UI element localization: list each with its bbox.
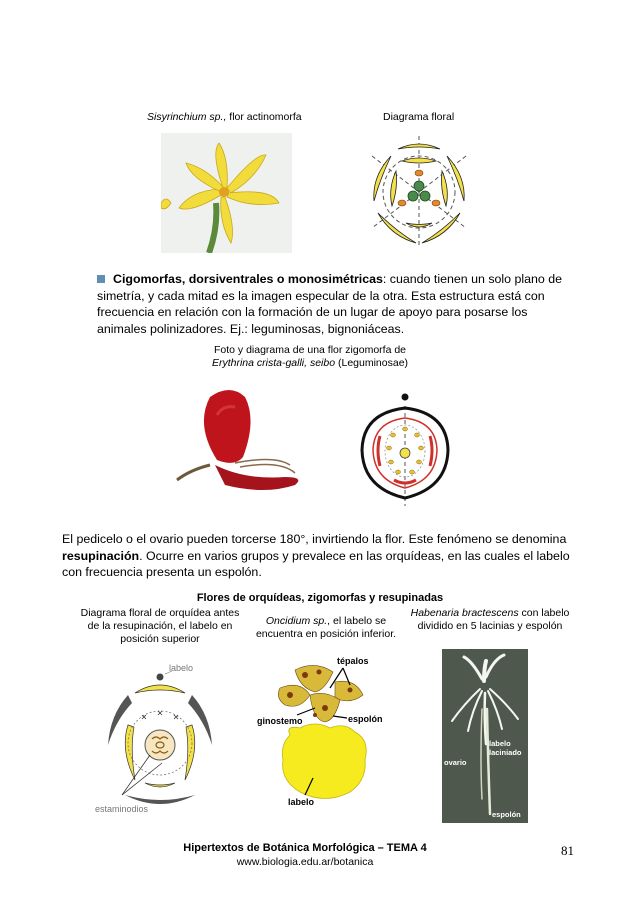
page-number: 81 [561, 843, 574, 858]
resupination-text-after: . Ocurre en varios grupos y prevalece en las orquídeas, en las cuales el labelo con frecuencia presenta un espolón. [62, 548, 570, 579]
square-bullet-icon [97, 275, 105, 283]
sisyrinchium-caption [147, 111, 317, 124]
orchid-floral-diagram [90, 655, 230, 820]
diagram-estaminodios-label: estaminodios [95, 804, 149, 814]
floral-diagram-caption: Diagrama floral [383, 111, 455, 123]
erythrina-caption-family: (Leguminosae) [335, 357, 409, 369]
habenaria-labelo-label-2: laciniado [489, 748, 522, 757]
habenaria-caption-rest: con labelo dividido en 5 lacinias y espolón [417, 607, 570, 632]
zygomorphic-term: Cigomorfas, dorsiventrales o monosimétricas [113, 272, 383, 286]
resupination-paragraph [62, 531, 587, 581]
resupination-term: resupinación [62, 548, 140, 563]
erythrina-photo [155, 385, 310, 505]
habenaria-photo [442, 649, 528, 823]
oncidium-caption-genus: Oncidium sp. [265, 615, 328, 627]
oncidium-photo [255, 650, 394, 820]
zygomorphic-paragraph [97, 271, 567, 337]
erythrina-caption [200, 344, 420, 370]
footer-title: Hipertextos de Botánica Morfológica – TEMA 4 [183, 842, 427, 854]
habenaria-caption-species: Habenaria bractescens [410, 607, 519, 619]
erythrina-caption-species: Erythrina crista-galli, seibo [211, 357, 336, 369]
orchids-heading: Flores de orquídeas, zigomorfas y resupinadas [196, 592, 444, 604]
habenaria-caption [410, 607, 570, 633]
oncidium-tepalos-label: tépalos [337, 656, 369, 666]
diagram-labelo-label: labelo [169, 663, 194, 673]
sisyrinchium-caption-genus: Sisyrinchium sp., [147, 111, 227, 123]
habenaria-ovario-label: ovario [444, 758, 467, 767]
erythrina-caption-line1: Foto y diagrama de una flor zigomorfa de [213, 344, 407, 356]
oncidium-espolon-label: espolón [348, 714, 383, 724]
habenaria-espolon-label: espolón [492, 810, 521, 819]
habenaria-labelo-label-1: labelo [489, 739, 511, 748]
zygomorphic-definition: : cuando tienen un solo plano de simetría, y cada mitad es la imagen especular de la otra. Esta estructura está con frecuencia en relación con la formación de un lugar de apoyo para posarse los animales polinizadores. Ej.: leguminosas, bignoniáceas. [97, 272, 563, 336]
footer-url: www.biologia.edu.ar/botanica [236, 856, 374, 868]
oncidium-labelo-label: labelo [288, 797, 315, 807]
resupination-text-before: El pedicelo o el ovario pueden torcerse 180°, invirtiendo la flor. Este fenómeno se denomina [62, 532, 567, 546]
orchid-diagram-caption: Diagrama floral de orquídea antes de la resupinación, el labelo en posición superior [80, 607, 240, 645]
oncidium-caption [251, 615, 401, 641]
actinomorphic-floral-diagram [362, 131, 476, 253]
sisyrinchium-photo [161, 133, 292, 253]
sisyrinchium-caption-rest: flor actinomorfa [226, 111, 302, 123]
oncidium-ginostemo-label: ginostemo [257, 716, 303, 726]
oncidium-caption-rest: , el labelo se encuentra en posición inferior. [255, 615, 397, 640]
zygomorphic-floral-diagram [358, 388, 458, 508]
